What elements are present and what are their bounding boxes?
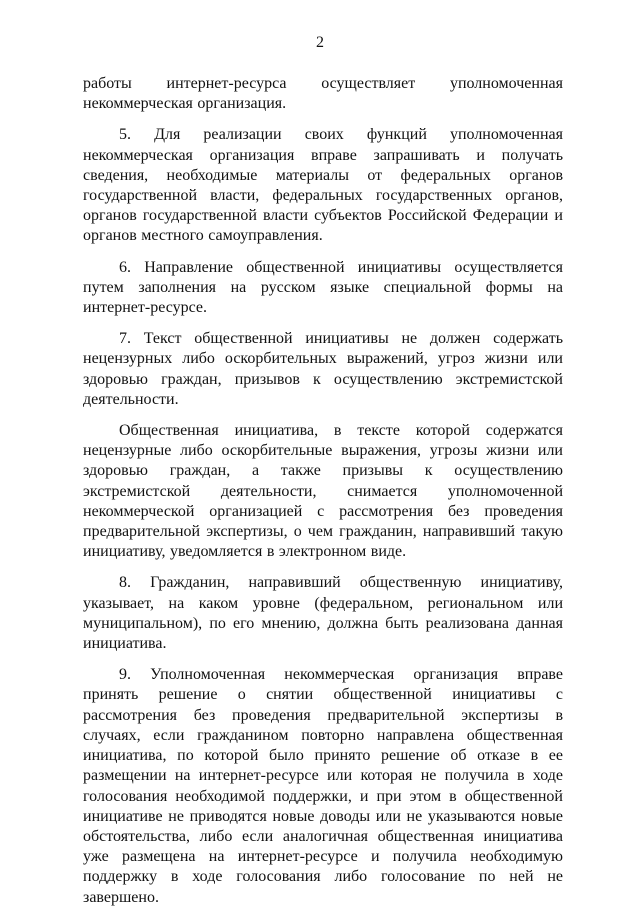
paragraph-item-7-continued: Общественная инициатива, в тексте которой содержатся нецензурные либо оскорбительные выражения, угрозы жизни или здоровью граждан, а также призывы к осуществлению экстремистской деятельности, снимается уполномоченной некоммерческой организацией с рассмотрения без проведения предварительной экспертизы, о чем гражданин, направивший такую инициативу, уведомляется в электронном виде. (83, 422, 563, 561)
paragraph-item-8: 8. Гражданин, направивший общественную инициативу, указывает, на каком уровне (федеральном, региональном или муниципальном), по его мнению, должна быть реализована данная инициатива. (83, 574, 563, 653)
paragraph-item-7: 7. Текст общественной инициативы не должен содержать нецензурных либо оскорбительных выражений, угроз жизни или здоровью граждан, призывов к осуществлению экстремистской деятельности. (83, 330, 563, 408)
paragraph-item-5: 5. Для реализации своих функций уполномоченная некоммерческая организация вправе запрашивать и получать сведения, необходимые материалы от федеральных органов государственной власти, федеральных государственных органов, органов государственной власти субъектов Российской Федерации и органов местного самоуправления. (83, 126, 563, 245)
paragraph-item-9: 9. Уполномоченная некоммерческая организация вправе принять решение о снятии общественной инициативы с рассмотрения без проведения предварительной экспертизы в случаях, если гражданином повторно направлена общественная инициатива, по которой было принято решение об отказе в ее размещении на интернет-ресурсе или которая не получила в ходе голосования необходимой поддержки, и при этом в общественной инициативе не приводятся новые доводы или не указываются новые обстоятельства, либо если аналогичная общественная инициатива уже размещена на интернет-ресурсе и получила необходимую поддержку в ходе голосования либо голосование по ней не завершено. (83, 666, 563, 906)
paragraph-continuation: работы интернет-ресурса осуществляет уполномоченная некоммерческая организация. (83, 75, 563, 113)
page-number: 2 (316, 34, 324, 51)
paragraph-item-6: 6. Направление общественной инициативы осуществляется путем заполнения на русском языке специальной формы на интернет-ресурсе. (83, 258, 563, 317)
document-body (83, 74, 563, 919)
